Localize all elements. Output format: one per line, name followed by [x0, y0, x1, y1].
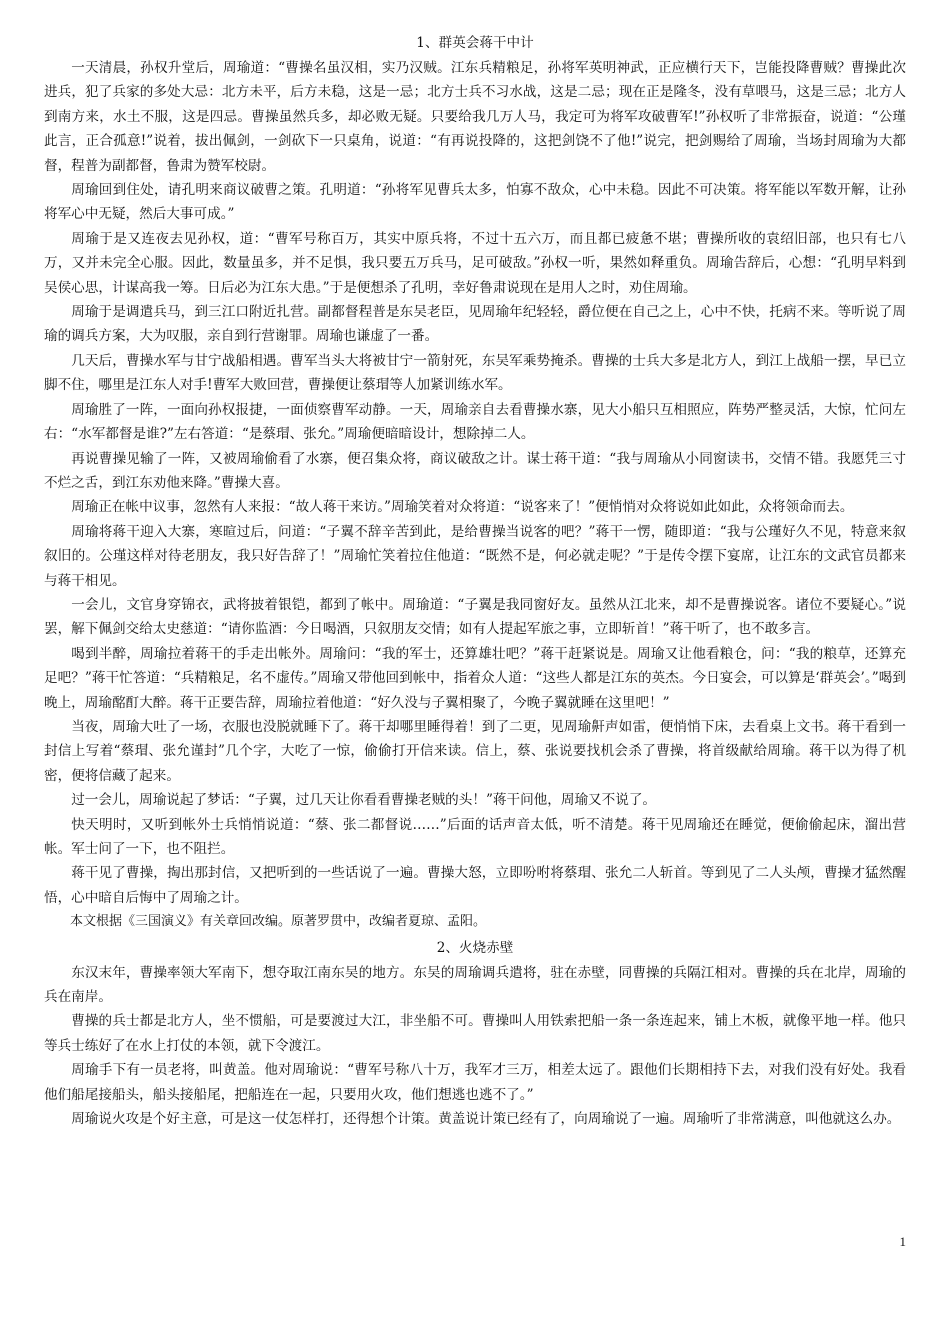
- paragraph: 一会儿，文官身穿锦衣，武将披着银铠，都到了帐中。周瑜道：“子翼是我同窗好友。虽然从江北来，却不是曹操说客。诸位不要疑心。”说罢，解下佩剑交给太史慈道：“请你监酒：今日喝酒，只叙朋友交情；如有人提起军旅之事，立即斩首！”蒋干听了，也不敢多言。: [44, 596, 906, 638]
- section-title: 1、群英会蒋干中计: [416, 35, 534, 51]
- paragraph: 一天清晨，孙权升堂后，周瑜道：“曹操名虽汉相，实乃汉贼。江东兵精粮足，孙将军英明神武，正应横行天下，岂能投降曹贼？曹操此次进兵，犯了兵家的多处大忌：北方未平，后方未稳，这是一忌；北方士兵不习水战，这是二忌；现在正是隆冬，没有草喂马，这是三忌；北方人到南方来，水土不服，这是四忌。曹操虽然兵多，却必败无疑。只要给我几万人马，我定可为将军攻破曹军!”孙权听了非常振奋，说道：“公瑾此言，正合孤意!”说着，拔出佩剑，一剑砍下一只桌角，说道：“有再说投降的，这把剑饶不了他!”说完，把剑赐给了周瑜，当场封周瑜为大都督，程普为副都督，鲁肃为赞军校尉。: [44, 60, 906, 174]
- paragraph: 曹操的兵士都是北方人，坐不惯船，可是要渡过大江，非坐船不可。曹操叫人用铁索把船一条一条连起来，铺上木板，就像平地一样。他只等兵士练好了在水上打仗的本领，就下令渡江。: [44, 1013, 906, 1054]
- paragraph: 周瑜正在帐中议事，忽然有人来报：“故人蒋干来访。”周瑜笑着对众将道：“说客来了！”便悄悄对众将说如此如此，众将领命而去。: [71, 499, 854, 516]
- source-note: 本文根据《三国演义》有关章回改编。原著罗贯中，改编者夏琼、孟阳。: [70, 914, 487, 930]
- section-title: 2、火烧赤壁: [436, 939, 514, 956]
- paragraph: 蒋干见了曹操，掏出那封信，又把听到的一些话说了一遍。曹操大怒，立即吩咐将蔡瑁、张允二人斩首。等到见了二人头颅，曹操才猛然醒悟，心中暗自后悔中了周瑜之计。: [44, 865, 906, 906]
- paragraph: 周瑜回到住处，请孔明来商议破曹之策。孔明道：“孙将军见曹兵太多，怕寡不敌众，心中未稳。因此不可决策。将军能以军数开解，让孙将军心中无疑，然后大事可成。”: [44, 182, 906, 223]
- paragraph: 周瑜于是又连夜去见孙权，道：“曹军号称百万，其实中原兵将，不过十五六万，而且都已疲惫不堪；曹操所收的袁绍旧部，也只有七八万，又并未完全心服。因此，数量虽多，并不足惧，我只要五万兵马，足可破敌。”孙权一听，果然如释重负。周瑜告辞后，心想：“孔明早料到吴侯心思，计谋高我一筹。日后必为江东大患。”于是便想杀了孔明，幸好鲁肃说现在是用人之时，劝住周瑜。: [44, 230, 906, 296]
- paragraph: 周瑜于是调遣兵马，到三江口附近扎营。副都督程普是东吴老臣，见周瑜年纪轻轻，爵位便在自己之上，心中不快，托病不来。等听说了周瑜的调兵方案，大为叹服，亲自到行营谢罪。周瑜也谦虚了一番。: [44, 304, 906, 345]
- paragraph: 周瑜手下有一员老将，叫黄盖。他对周瑜说：“曹军号称八十万，我军才三万，相差太远了。跟他们长期相持下去，对我们没有好处。我看他们船尾接船头，船头接船尾，把船连在一起，只要用火攻，他们想逃也逃不了。”: [44, 1062, 906, 1103]
- paragraph: 周瑜胜了一阵，一面向孙权报捷，一面侦察曹军动静。一天，周瑜亲自去看曹操水寨，见大小船只互相照应，阵势严整灵活，大惊，忙问左右：“水军都督是谁?”左右答道：“是蔡瑁、张允。”周瑜便暗暗设计，想除掉二人。: [44, 401, 906, 443]
- paragraph: 喝到半醉，周瑜拉着蒋干的手走出帐外。周瑜问：“我的军士，还算雄壮吧？”蒋干赶紧说是。周瑜又让他看粮仓，问：“我的粮草，还算充足吧？”蒋干忙答道：“兵精粮足，名不虚传。”周瑜又带他回到帐中，指着众人道：“这些人都是江东的英杰。今日宴会，可以算是‘群英会’。”喝到晚上，周瑜酩酊大醉。蒋干正要告辞，周瑜拉着他道：“好久没与子翼相聚了，今晚子翼就睡在这里吧！”: [44, 645, 906, 711]
- paragraph: 过一会儿，周瑜说起了梦话：“子翼，过几天让你看看曹操老贼的头！”蒋干问他，周瑜又不说了。: [71, 792, 657, 809]
- paragraph: 周瑜说火攻是个好主意，可是这一仗怎样打，还得想个计策。黄盖说计策已经有了，向周瑜说了一遍。周瑜听了非常满意，叫他就这么办。: [71, 1111, 901, 1128]
- page-number: 1: [899, 1234, 906, 1249]
- paragraph: 再说曹操见输了一阵，又被周瑜偷看了水寨，便召集众将，商议破敌之计。谋士蒋干道：“我与周瑜从小同窗读书，交情不错。我愿凭三寸不烂之舌，到江东劝他来降。”曹操大喜。: [44, 450, 906, 491]
- paragraph: 东汉末年，曹操率领大军南下，想夺取江南东吴的地方。东吴的周瑜调兵遣将，驻在赤壁，同曹操的兵隔江相对。曹操的兵在北岸，周瑜的兵在南岸。: [44, 964, 906, 1006]
- paragraph: 当夜，周瑜大吐了一场，衣服也没脱就睡下了。蒋干却哪里睡得着！到了二更，见周瑜鼾声如雷，便悄悄下床，去看桌上文书。蒋干看到一封信上写着“蔡瑁、张允谨封”几个字，大吃了一惊，偷偷打开信来读。信上，蔡、张说要找机会杀了曹操，将首级献给周瑜。蒋干以为得了机密，便将信藏了起来。: [44, 718, 906, 784]
- paragraph: 周瑜将蒋干迎入大寨，寒暄过后，问道：“子翼不辞辛苦到此，是给曹操当说客的吧？”蒋干一愣，随即道：“我与公瑾好久不见，特意来叙叙旧的。公瑾这样对待老朋友，我只好告辞了！”周瑜忙笑着拉住他道：“既然不是，何必就走呢？”于是传令摆下宴席，让江东的文武官员都来与蒋干相见。: [44, 523, 906, 589]
- paragraph: 几天后，曹操水军与甘宁战船相遇。曹军当头大将被甘宁一箭射死，东吴军乘势掩杀。曹操的士兵大多是北方人，到江上战船一摆，早已立脚不住，哪里是江东人对手!曹军大败回营，曹操便让蔡瑁等人加紧训练水军。: [44, 352, 906, 394]
- document-page: [44, 30, 906, 1131]
- paragraph: 快天明时，又听到帐外士兵悄悄说道：“蔡、张二都督说……”后面的话声音太低，听不清楚。蒋干见周瑜还在睡觉，便偷偷起床，溜出营帐。军士问了一下，也不阻拦。: [44, 816, 906, 857]
